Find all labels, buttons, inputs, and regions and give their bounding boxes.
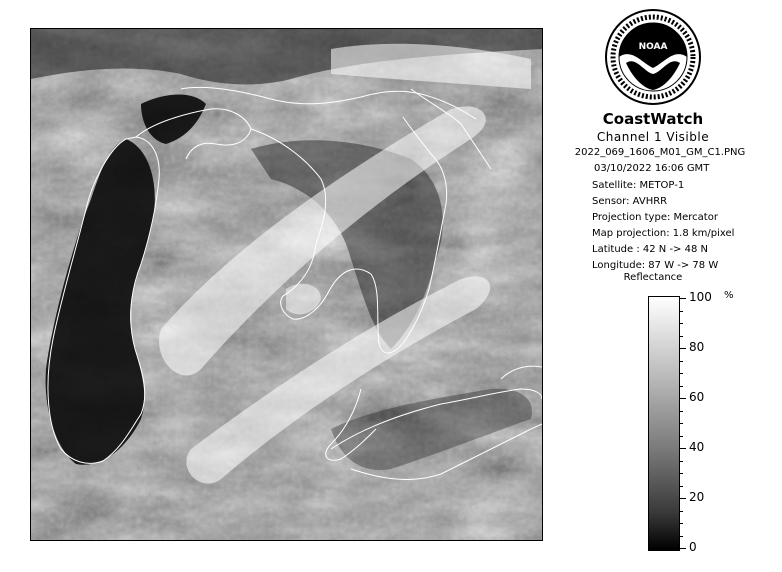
legend-tick-mark: [680, 348, 686, 349]
noaa-seal-icon: [604, 8, 702, 106]
latitude-line: Latitude : 42 N -> 48 N: [592, 244, 708, 255]
legend-minor-tick: [680, 423, 683, 424]
legend-tick-label: 100: [689, 290, 712, 304]
datetime-line: 03/10/2022 16:06 GMT: [594, 163, 710, 174]
legend-minor-tick: [680, 411, 683, 412]
legend-tick-mark: [680, 398, 686, 399]
satellite-map: [31, 29, 542, 540]
legend-tick-mark: [680, 498, 686, 499]
legend-tick-label: 60: [689, 390, 705, 404]
satellite-image: [30, 28, 543, 541]
legend-tick-label: 20: [689, 490, 705, 504]
legend-minor-tick: [680, 511, 683, 512]
product-title: CoastWatch: [602, 110, 704, 128]
projection-type-line: Projection type: Mercator: [592, 212, 718, 223]
legend-minor-tick: [680, 361, 683, 362]
file-name: 2022_069_1606_M01_GM_C1.PNG: [574, 147, 746, 158]
legend-minor-tick: [680, 486, 683, 487]
legend-tick-mark: [680, 298, 686, 299]
legend-unit: %: [724, 290, 734, 301]
legend-tick-mark: [680, 448, 686, 449]
legend-title: Reflectance: [623, 272, 683, 283]
legend-tick-label: 40: [689, 440, 705, 454]
sensor-line: Sensor: AVHRR: [592, 196, 668, 207]
longitude-line: Longitude: 87 W -> 78 W: [592, 260, 719, 271]
reflectance-color-bar: [648, 296, 680, 551]
product-subtitle: Channel 1 Visible: [596, 130, 710, 144]
logo-text: NOAA: [638, 42, 668, 52]
legend-minor-tick: [680, 336, 683, 337]
satellite-line: Satellite: METOP-1: [592, 180, 685, 191]
map-projection-line: Map projection: 1.8 km/pixel: [592, 228, 735, 239]
legend-minor-tick: [680, 461, 683, 462]
legend-tick-mark: [680, 548, 686, 549]
legend-minor-tick: [680, 523, 683, 524]
legend-minor-tick: [680, 536, 683, 537]
legend-tick-label: 0: [689, 540, 697, 554]
legend-minor-tick: [680, 473, 683, 474]
legend-minor-tick: [680, 386, 683, 387]
legend-minor-tick: [680, 373, 683, 374]
legend-minor-tick: [680, 311, 683, 312]
legend-minor-tick: [680, 436, 683, 437]
legend-minor-tick: [680, 323, 683, 324]
info-panel: [560, 0, 782, 572]
legend-tick-label: 80: [689, 340, 705, 354]
